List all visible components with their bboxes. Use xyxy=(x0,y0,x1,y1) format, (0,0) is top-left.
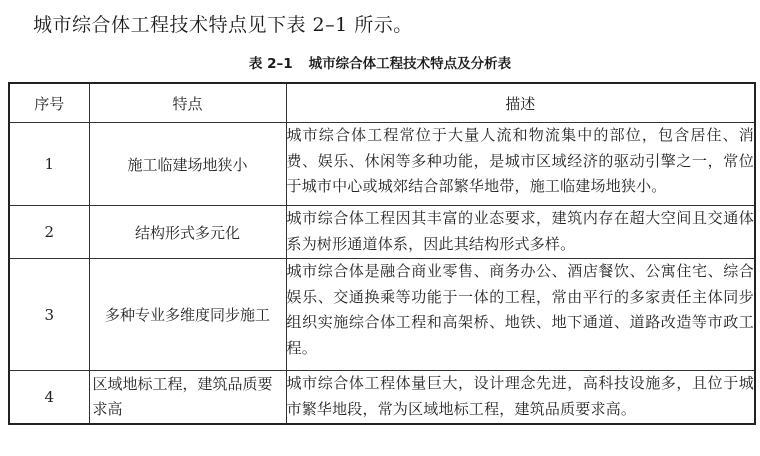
features-table xyxy=(8,82,756,425)
table-row xyxy=(9,371,755,425)
row-index: 4 xyxy=(9,371,89,425)
row-feature: 区域地标工程，建筑品质要求高 xyxy=(89,371,286,425)
row-description: 城市综合体工程因其丰富的业态要求，建筑内存在超大空间且交通体系为树形通道体系，因此其结构形式多样。 xyxy=(286,206,755,259)
row-description: 城市综合体工程体量巨大，设计理念先进，高科技设施多，且位于城市繁华地段，常为区域地标工程，建筑品质要求高。 xyxy=(286,371,755,425)
table-row xyxy=(9,123,755,206)
row-feature: 结构形式多元化 xyxy=(89,206,286,259)
header-description: 描述 xyxy=(286,83,755,123)
table-header-row xyxy=(9,83,755,123)
row-index: 3 xyxy=(9,259,89,371)
row-index: 1 xyxy=(9,123,89,206)
row-description: 城市综合体是融合商业零售、商务办公、酒店餐饮、公寓住宅、综合娱乐、交通换乘等功能于一体的工程，常由平行的多家责任主体同步组织实施综合体工程和高架桥、地铁、地下通道、道路改造等市政工程。 xyxy=(286,259,755,371)
header-feature: 特点 xyxy=(89,83,286,123)
table-caption-title: 城市综合体工程技术特点及分析表 xyxy=(308,56,512,72)
table-caption-number: 表 2–1 xyxy=(248,56,293,72)
table-caption xyxy=(0,52,760,72)
row-description: 城市综合体工程常位于大量人流和物流集中的部位，包含居住、消费、娱乐、休闲等多种功能，是城市区域经济的驱动引擎之一，常位于城市中心或城郊结合部繁华地带，施工临建场地狭小。 xyxy=(286,123,755,206)
header-index: 序号 xyxy=(9,83,89,123)
table-row xyxy=(9,259,755,371)
row-feature: 施工临建场地狭小 xyxy=(89,123,286,206)
table-row xyxy=(9,206,755,259)
intro-paragraph: 城市综合体工程技术特点见下表 2–1 所示。 xyxy=(33,14,413,36)
row-feature: 多种专业多维度同步施工 xyxy=(89,259,286,371)
row-index: 2 xyxy=(9,206,89,259)
